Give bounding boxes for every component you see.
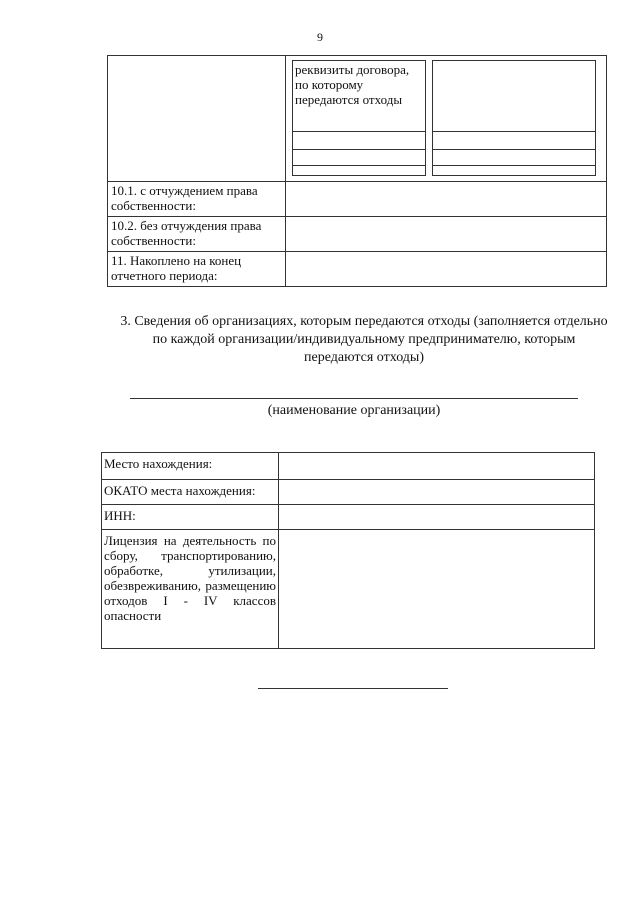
table-row <box>108 216 606 251</box>
row-label: 10.2. без отчуждения права собственности: <box>108 217 286 251</box>
okato-value-cell[interactable] <box>279 480 594 504</box>
table-row <box>108 181 606 216</box>
contract-values-box <box>432 60 596 176</box>
contract-details-box <box>292 60 426 176</box>
inn-label: ИНН: <box>102 505 279 529</box>
table-row <box>108 251 606 286</box>
row-label: 11. Накоплено на конец отчетного периода: <box>108 252 286 286</box>
divider <box>293 149 425 150</box>
section-heading: 3. Сведения об организациях, которым передаются отходы (заполняется отдельно по каждой организации/индивидуальному предпринимателю, которым передаются отходы) <box>120 314 608 365</box>
divider <box>433 149 595 150</box>
page-number: 9 <box>317 30 323 44</box>
contract-details-label: реквизиты договора, по которому передаются отходы <box>295 62 410 107</box>
table-row <box>102 529 594 648</box>
divider <box>433 165 595 166</box>
signature-line <box>258 688 448 689</box>
table-row <box>102 479 594 504</box>
location-value-cell[interactable] <box>279 453 594 479</box>
table-row <box>102 504 594 529</box>
location-label: Место нахождения: <box>102 453 279 479</box>
table-row <box>102 453 594 479</box>
org-name-caption: (наименование организации) <box>267 403 441 418</box>
organization-table <box>101 452 595 649</box>
inn-value-cell[interactable] <box>279 505 594 529</box>
contract-details-row <box>108 56 606 181</box>
row-label: 10.1. с отчуждением права собственности: <box>108 182 286 216</box>
okato-label: ОКАТО места нахождения: <box>102 480 279 504</box>
divider <box>293 131 425 132</box>
license-label: Лицензия на деятельность по сбору, транспортированию, обработке, утилизации, обезвреживанию, размещению отходов I - IV классов опасности <box>102 530 279 648</box>
license-value-cell[interactable] <box>279 530 594 648</box>
org-name-line[interactable] <box>130 398 578 399</box>
value-cell[interactable] <box>286 252 606 286</box>
divider <box>293 165 425 166</box>
value-cell[interactable] <box>286 217 606 251</box>
waste-transfer-table <box>107 55 607 287</box>
value-cell[interactable] <box>286 182 606 216</box>
empty-label-cell <box>108 56 286 181</box>
contract-details-cell <box>286 56 606 181</box>
divider <box>433 131 595 132</box>
